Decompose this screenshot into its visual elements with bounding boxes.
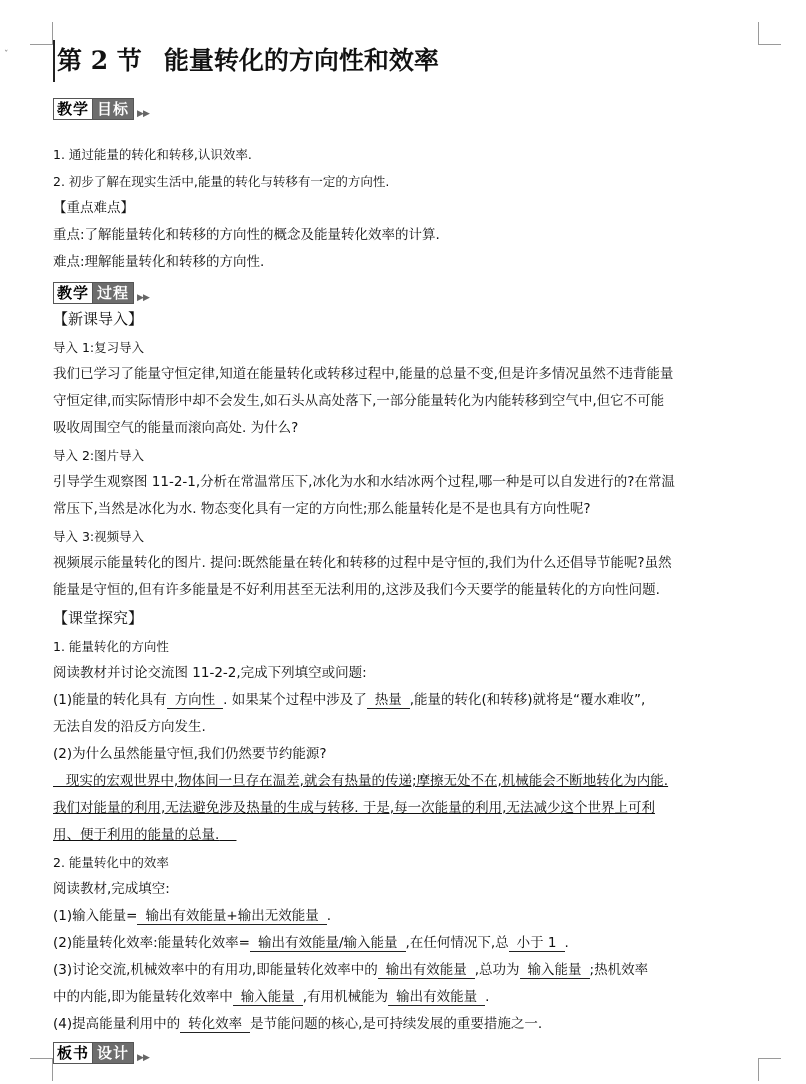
- question-1-line-2: 无法自发的沿反方向发生.: [53, 719, 206, 735]
- intro-3-title: 导入 3:视频导入: [53, 529, 145, 544]
- answer-2-line-3: 用、便于利用的能量的总量.: [53, 827, 220, 843]
- fill-blank: 输出有效能量+输出无效能量: [137, 908, 326, 925]
- intro-2-title: 导入 2:图片导入: [53, 448, 145, 463]
- question-2: (2)为什么虽然能量守恒,我们仍然要节约能源?: [53, 746, 327, 762]
- fill-blank: 输出有效能量: [388, 989, 485, 1006]
- section-name: 能量转化的方向性和效率: [163, 46, 439, 75]
- section-2-title: 2. 能量转化中的效率: [53, 855, 169, 870]
- section-number: 第 2 节: [57, 46, 142, 75]
- intro-2-line-1: 引导学生观察图 11-2-1,分析在常温常压下,冰化为水和水结冰两个过程,哪一种是可以自发进行的?在常温: [53, 474, 675, 490]
- fill-2: (2)能量转化效率:能量转化效率= 输出有效能量/输入能量 ,在任何情况下,总 小于 1 .: [53, 935, 569, 951]
- answer-2-line-2: 我们对能量的利用,无法避免涉及热量的生成与转移. 于是,每一次能量的利用,无法减少这个世界上可利: [53, 800, 655, 816]
- explore-heading: 【课堂探究】: [53, 609, 144, 627]
- intro-2-line-2: 常压下,当然是冰化为水. 物态变化具有一定的方向性;那么能量转化是不是也具有方向性呢?: [53, 501, 591, 517]
- fill-blank: 转化效率: [180, 1016, 250, 1033]
- intro-1-line-1: 我们已学习了能量守恒定律,知道在能量转化或转移过程中,能量的总量不变,但是许多情况虽然不违背能量: [53, 366, 674, 382]
- section-1-intro: 阅读教材并讨论交流图 11-2-2,完成下列填空或问题:: [53, 665, 367, 681]
- fill-blank: 输入能量: [520, 962, 590, 979]
- crop-mark-bottom-left: [30, 1058, 53, 1081]
- fill-4: (4)提高能量利用中的 转化效率 是节能问题的核心,是可持续发展的重要措施之一.: [53, 1016, 543, 1032]
- intro-1-line-2: 守恒定律,而实际情形中却不会发生,如石头从高处落下,一部分能量转化为内能转移到空气中,但它不可能: [53, 393, 665, 409]
- crop-mark-top-left: [30, 22, 53, 45]
- document-page: [53, 40, 765, 1065]
- question-1-line-1: (1)能量的转化具有 方向性 . 如果某个过程中涉及了 热量 ,能量的转化(和转移)就将是“覆水难收”,: [53, 692, 646, 708]
- key-difficulty-heading: 【重点难点】: [53, 200, 134, 216]
- teaching-process-badge: 教学 过程 ▶▶: [53, 280, 765, 305]
- board-design-badge: 板书 设计 ▶▶: [53, 1040, 765, 1065]
- page-title[interactable]: [53, 40, 765, 82]
- answer-2-line-1: 现实的宏观世界中,物体间一旦存在温差,就会有热量的传递;摩擦无处不在,机械能会不断地转化为内能.: [53, 773, 669, 789]
- section-2-intro: 阅读教材,完成填空:: [53, 881, 170, 897]
- goal-item-1: 1. 通过能量的转化和转移,认识效率.: [53, 147, 252, 162]
- teaching-goals-badge: 教学 目标 ▶▶: [53, 96, 765, 121]
- fill-blank: 输出有效能量/输入能量: [250, 935, 406, 952]
- intro-1-line-3: 吸收周围空气的能量而滚向高处. 为什么?: [53, 420, 299, 436]
- fill-blank: 方向性: [167, 692, 224, 709]
- intro-3-line-2: 能量是守恒的,但有许多能量是不好利用甚至无法利用的,这涉及我们今天要学的能量转化的方向性问题.: [53, 582, 660, 598]
- fill-blank: 输入能量: [233, 989, 303, 1006]
- key-point: 重点:了解能量转化和转移的方向性的概念及能量转化效率的计算.: [53, 227, 440, 243]
- fill-3-line-2: 中的内能,即为能量转化效率中 输入能量 ,有用机械能为 输出有效能量 .: [53, 989, 490, 1005]
- double-arrow-icon: ▶▶: [137, 292, 149, 303]
- difficulty-point: 难点:理解能量转化和转移的方向性.: [53, 254, 265, 270]
- double-arrow-icon: ▶▶: [137, 1052, 149, 1063]
- section-1-title: 1. 能量转化的方向性: [53, 639, 169, 654]
- goal-item-2: 2. 初步了解在现实生活中,能量的转化与转移有一定的方向性.: [53, 174, 390, 189]
- fill-1: (1)输入能量= 输出有效能量+输出无效能量 .: [53, 908, 332, 924]
- intro-3-line-1: 视频展示能量转化的图片. 提问:既然能量在转化和转移的过程中是守恒的,我们为什么还倡导节能呢?虽然: [53, 555, 672, 571]
- intro-1-title: 导入 1:复习导入: [53, 340, 145, 355]
- fill-blank: 输出有效能量: [378, 962, 475, 979]
- fill-3-line-1: (3)讨论交流,机械效率中的有用功,即能量转化效率中的 输出有效能量 ,总功为 输入能量 ;热机效率: [53, 962, 649, 978]
- double-arrow-icon: ▶▶: [137, 108, 149, 119]
- fill-blank: 小于 1: [509, 935, 565, 952]
- intro-heading: 【新课导入】: [53, 310, 144, 328]
- margin-caret-icon: ˇ: [4, 50, 9, 60]
- fill-blank: 热量: [367, 692, 410, 709]
